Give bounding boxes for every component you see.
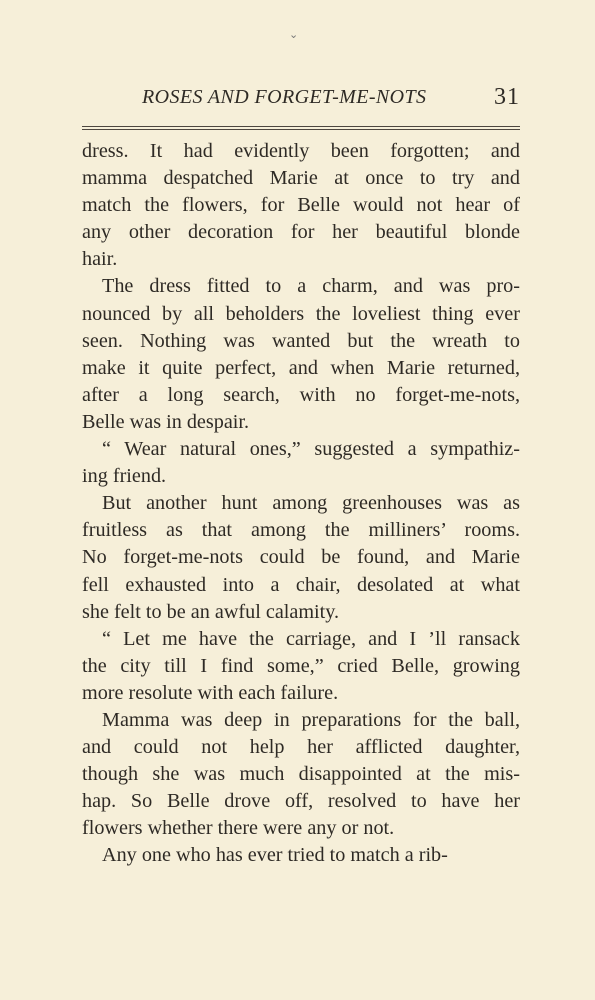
running-title: ROSES AND FORGET-ME-NOTS (142, 86, 427, 108)
text-line-9: make it quite perfect, and when Marie returned, (82, 356, 520, 379)
text-line-5: hair. (82, 248, 118, 271)
text-line-24: though she was much disappointed at the mis- (82, 763, 520, 786)
text-line-18: she felt to be an awful calamity. (82, 600, 340, 623)
text-line-7: nounced by all beholders the loveliest thing ever (82, 302, 520, 325)
text-line-21: more resolute with each failure. (82, 681, 339, 704)
body-text (82, 138, 520, 870)
text-line-11: Belle was in despair. (82, 410, 250, 433)
top-speck-mark: ⌄ (289, 28, 299, 41)
text-line-15: fruitless as that among the milliners’ rooms. (82, 519, 520, 542)
text-line-13: ing friend. (82, 465, 167, 488)
text-line-26: flowers whether there were any or not. (82, 817, 395, 840)
text-line-25: hap. So Belle drove off, resolved to have her (82, 790, 520, 813)
page-number: 31 (494, 84, 520, 110)
text-line-8: seen. Nothing was wanted but the wreath to (82, 329, 520, 352)
text-line-27: Any one who has ever tried to match a rib- (102, 844, 448, 867)
header-rule-top (82, 126, 520, 127)
text-line-6: The dress fitted to a charm, and was pro- (102, 275, 520, 298)
text-line-17: fell exhausted into a chair, desolated at what (82, 573, 520, 596)
text-line-16: No forget-me-nots could be found, and Marie (82, 546, 520, 569)
text-line-10: after a long search, with no forget-me-nots, (82, 383, 520, 406)
text-line-1: dress. It had evidently been forgotten; and (82, 140, 520, 162)
text-line-23: and could not help her afflicted daughter, (82, 736, 520, 759)
header-rule-bottom (82, 129, 520, 130)
text-line-2: mamma despatched Marie at once to try and (82, 167, 520, 190)
text-line-19: “ Let me have the carriage, and I ’ll ransack (102, 627, 520, 650)
text-line-20: the city till I find some,” cried Belle, growing (82, 654, 520, 677)
text-line-4: any other decoration for her beautiful blonde (82, 221, 520, 244)
page-header (82, 82, 520, 118)
text-line-14: But another hunt among greenhouses was as (102, 492, 520, 515)
text-line-3: match the flowers, for Belle would not hear of (82, 194, 520, 217)
text-line-12: “ Wear natural ones,” suggested a sympathiz- (102, 438, 520, 461)
text-line-22: Mamma was deep in preparations for the ball, (102, 708, 520, 731)
